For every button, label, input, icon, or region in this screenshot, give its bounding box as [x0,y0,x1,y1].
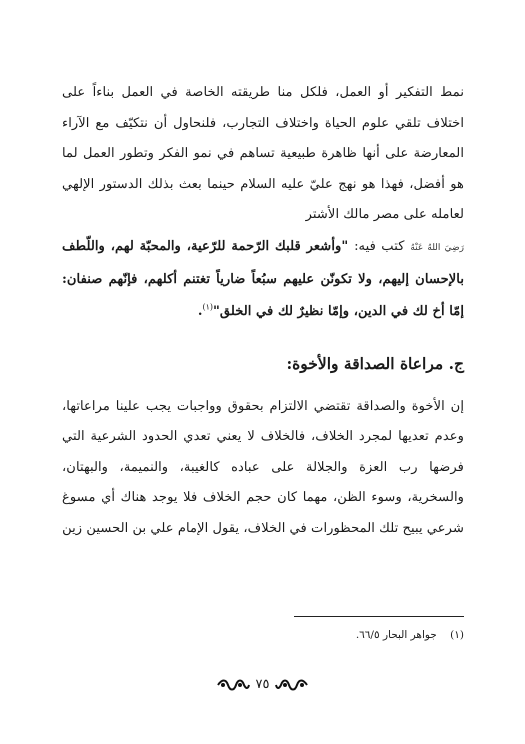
quote-text: "وأشعر قلبك الرّحمة للرّعية، والمحبّة لهم، واللّطف بالإحسان إليهم، ولا تكونّن عليهم سبُعاً ضارياً تغتنم أكلهم، فإنّهم صنفان: إمّا أخ لك في الدين، وإمّا نظيرٌ لك في الخلق" [62,238,464,319]
paragraph-opening: نمط التفكير أو العمل، فلكل منا طريقته الخاصة في العمل بناءاً على اختلاف تلقي علوم الحياة واختلاف التجارب، فلنحاول أن نتكيّف مع الآراء المعارضة على أنها ظاهرة طبيعية تساهم في نمو الفكر وتطور العمل لما هو أفضل، فهذا هو نهج عليّ عليه السلام حينما بعث بذلك الدستور الإلهي لعامله على مصر مالك الأشتر [62,85,464,223]
footnote [62,627,464,643]
page-number: ٧٥ [255,677,270,692]
footnote-number: (١) [450,629,464,641]
quote-end: . [197,303,203,319]
main-text-column [62,78,464,544]
ornament-right-icon [275,678,309,692]
ornament-left-icon [216,678,250,692]
page-footer [0,677,525,692]
honorific-glyph: رَضِيَ اللهُ عَنْهُ [410,242,465,253]
quotation-paragraph [62,231,464,328]
footnote-separator [294,616,464,617]
quote-intro: كتب فيه: [354,238,405,254]
footnote-text: جواهر البحار ٦٦/٥. [355,629,437,641]
footnote-reference[interactable]: (١) [202,302,214,312]
paragraph-brotherhood: إن الأخوة والصداقة تقتضي الالتزام بحقوق وواجبات يجب علينا مراعاتها، وعدم تعديها لمجرد الخلاف، فالخلاف لا يعني تعدي الحدود الشرعية التي فرضها رب العزة والجلالة على عباده كالغيبة، والنميمة، والبهتان، والسخرية، وسوء الظن، مهما كان حجم الخلاف فلا يوجد هناك أي مسوغ شرعي يبيح تلك المحظورات في الخلاف، يقول الإمام علي بن الحسين زين [62,398,464,536]
section-heading: ج. مراعاة الصداقة والأخوة: [286,353,464,373]
